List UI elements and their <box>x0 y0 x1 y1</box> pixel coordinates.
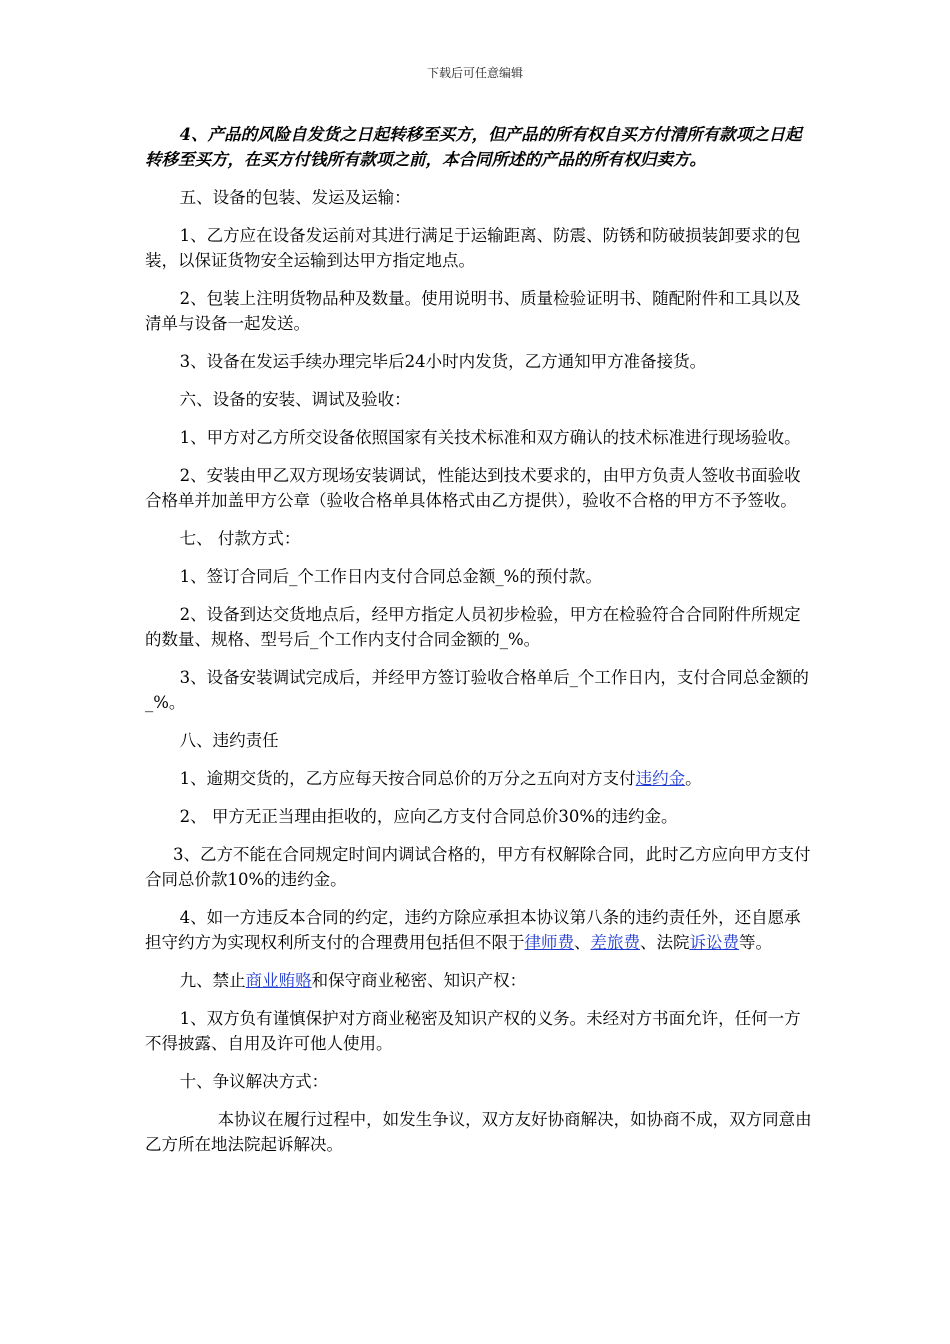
section-7-item-3: 3、设备安装调试完成后，并经甲方签订验收合格单后_个工作日内，支付合同总金额的_%。 <box>145 668 809 712</box>
commercial-bribery-link[interactable]: 商业贿赂 <box>245 971 312 990</box>
section-8-item-4 <box>145 905 813 955</box>
section-6-item-1: 1、甲方对乙方所交设备依照国家有关技术标准和双方确认的技术标准进行现场验收。 <box>179 428 801 447</box>
section-5-item-3: 3、设备在发运手续办理完毕后24小时内发货，乙方通知甲方准备接货。 <box>179 352 707 371</box>
section-8-item-4-end: 等。 <box>739 933 772 952</box>
section-8-item-3: 3、乙方不能在合同规定时间内调试合格的，甲方有权解除合同，此时乙方应向甲方支付合同总价款10%的违约金。 <box>145 845 811 889</box>
liquidated-damages-link[interactable]: 违约金 <box>635 769 686 788</box>
section-7-item-2: 2、设备到达交货地点后，经甲方指定人员初步检验，甲方在检验符合合同附件所规定的数量、规格、型号后_个工作内支付合同金额的_%。 <box>145 605 801 649</box>
section-8-item-4-text: 4、如一方违反本合同的约定，违约方除应承担本协议第八条的违约责任外，还自愿承担守约方为实现权利所支付的合理费用包括但不限于 <box>145 908 801 952</box>
section-9-title-pre: 九、禁止 <box>179 971 246 990</box>
section-8-title: 八、违约责任 <box>179 731 279 750</box>
section-9-title-post: 和保守商业秘密、知识产权： <box>311 971 527 990</box>
section-5-title: 五、设备的包装、发运及运输： <box>179 188 411 207</box>
section-8-item-2: 2、 甲方无正当理由拒收的，应向乙方支付合同总价30%的违约金。 <box>179 807 678 826</box>
travel-expense-link[interactable]: 差旅费 <box>590 933 640 952</box>
separator-court: 、法院 <box>640 933 690 952</box>
section-10-body: 本协议在履行过程中，如发生争议，双方友好协商解决，如协商不成，双方同意由乙方所在地法院起诉解决。 <box>145 1110 812 1154</box>
section-8-item-1-text: 1、逾期交货的，乙方应每天按合同总价的万分之五向对方支付 <box>179 769 636 788</box>
section-5-item-2: 2、包装上注明货物品种及数量。使用说明书、质量检验证明书、随配附件和工具以及清单与设备一起发送。 <box>145 289 801 333</box>
section-6-title: 六、设备的安装、调试及验收： <box>179 390 411 409</box>
section-8-item-1-end: 。 <box>685 769 702 788</box>
page-header: 下载后可任意编辑 <box>426 66 523 80</box>
document-body <box>145 122 813 1157</box>
section-6-item-2: 2、安装由甲乙双方现场安装调试，性能达到技术要求的，由甲方负责人签收书面验收合格单并加盖甲方公章（验收合格单具体格式由乙方提供），验收不合格的甲方不予签收。 <box>145 466 801 510</box>
section-7-item-1: 1、签订合同后_个工作日内支付合同总金额_%的预付款。 <box>179 567 602 586</box>
section-7-title: 七、 付款方式： <box>179 529 301 548</box>
lawyer-fee-link[interactable]: 律师费 <box>524 933 574 952</box>
section-10-title: 十、争议解决方式： <box>179 1072 329 1091</box>
section-9-title <box>145 968 813 993</box>
separator: 、 <box>574 933 591 952</box>
section-8-item-1 <box>145 766 813 791</box>
litigation-fee-link[interactable]: 诉讼费 <box>689 933 739 952</box>
section-9-item-1: 1、双方负有谨慎保护对方商业秘密及知识产权的义务。未经对方书面允许，任何一方不得披露、自用及许可他人使用。 <box>145 1009 801 1053</box>
clause-4-risk-transfer: 4、产品的风险自发货之日起转移至买方，但产品的所有权自买方付清所有款项之日起转移至买方，在买方付钱所有款项之前，本合同所述的产品的所有权归卖方。 <box>145 125 802 169</box>
section-5-item-1: 1、乙方应在设备发运前对其进行满足于运输距离、防震、防锈和防破损装卸要求的包装，以保证货物安全运输到达甲方指定地点。 <box>145 226 801 270</box>
